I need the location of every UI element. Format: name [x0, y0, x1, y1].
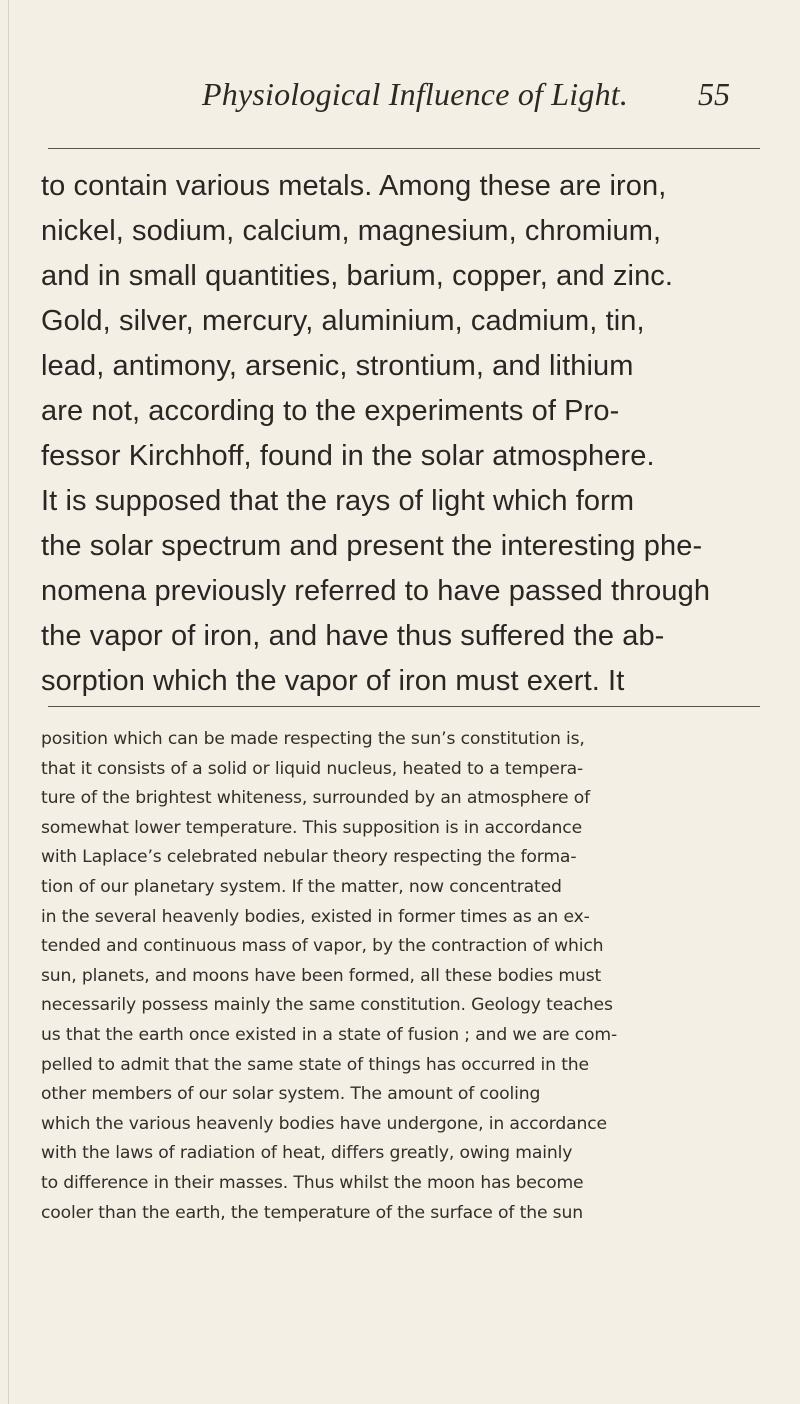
footnote-line: cooler than the earth, the temperature of the surface of the sun — [41, 1202, 583, 1223]
main-text-line: to contain various metals. Among these are iron, — [41, 170, 667, 202]
main-text-line: sorption which the vapor of iron must exert. It — [41, 665, 625, 697]
footnote-line: somewhat lower temperature. This supposition is in accordance — [41, 817, 583, 838]
footnote-block — [41, 725, 763, 1228]
page-edge-shadow — [8, 0, 9, 1404]
footnote-line: position which can be made respecting the sun’s constitution is, — [41, 729, 585, 749]
page-number: 55 — [698, 76, 730, 112]
main-text-line: fessor Kirchhoff, found in the solar atmosphere. — [41, 440, 655, 472]
footnote-line: tended and continuous mass of vapor, by the contraction of which — [41, 936, 604, 957]
main-text-line: the vapor of iron, and have thus suffered the ab- — [41, 620, 665, 652]
header-rule — [48, 148, 760, 149]
main-text-line: nickel, sodium, calcium, magnesium, chromium, — [41, 215, 662, 247]
main-text-line: the solar spectrum and present the interesting phe- — [41, 530, 703, 562]
footnote-line: pelled to admit that the same state of things has occurred in the — [41, 1054, 589, 1075]
footnote-line: necessarily possess mainly the same constitution. Geology teaches — [41, 995, 613, 1016]
footnote-line: that it consists of a solid or liquid nucleus, heated to a tempera- — [41, 758, 584, 779]
footnote-line: to difference in their masses. Thus whilst the moon has become — [41, 1172, 584, 1193]
footnote-line: other members of our solar system. The amount of cooling — [41, 1084, 541, 1105]
footnote-line: in the several heavenly bodies, existed in former times as an ex- — [41, 906, 590, 927]
footnote-line: with the laws of radiation of heat, differs greatly, owing mainly — [41, 1143, 573, 1164]
footnote-line: sun, planets, and moons have been formed, all these bodies must — [41, 965, 602, 986]
footnote-line: ture of the brightest whiteness, surrounded by an atmosphere of — [41, 788, 591, 809]
footnote-line: with Laplace’s celebrated nebular theory respecting the forma- — [41, 847, 577, 868]
footnote-separator-rule — [48, 706, 760, 707]
main-text-line: Gold, silver, mercury, aluminium, cadmium, tin, — [41, 305, 645, 337]
footnote-line: tion of our planetary system. If the matter, now concentrated — [41, 876, 562, 897]
running-title: Physiological Influence of Light. — [202, 76, 629, 112]
main-text-line: and in small quantities, barium, copper, and zinc. — [41, 260, 674, 292]
main-text-line: nomena previously referred to have passed through — [41, 575, 711, 607]
main-text-line: lead, antimony, arsenic, strontium, and lithium — [41, 350, 634, 382]
main-text-line: are not, according to the experiments of Pro- — [41, 395, 620, 427]
footnote-line: us that the earth once existed in a state of fusion ; and we are com- — [41, 1024, 618, 1045]
footnote-line: which the various heavenly bodies have undergone, in accordance — [41, 1113, 607, 1134]
main-text-line: It is supposed that the rays of light which form — [41, 485, 635, 517]
main-text-block — [41, 164, 766, 704]
